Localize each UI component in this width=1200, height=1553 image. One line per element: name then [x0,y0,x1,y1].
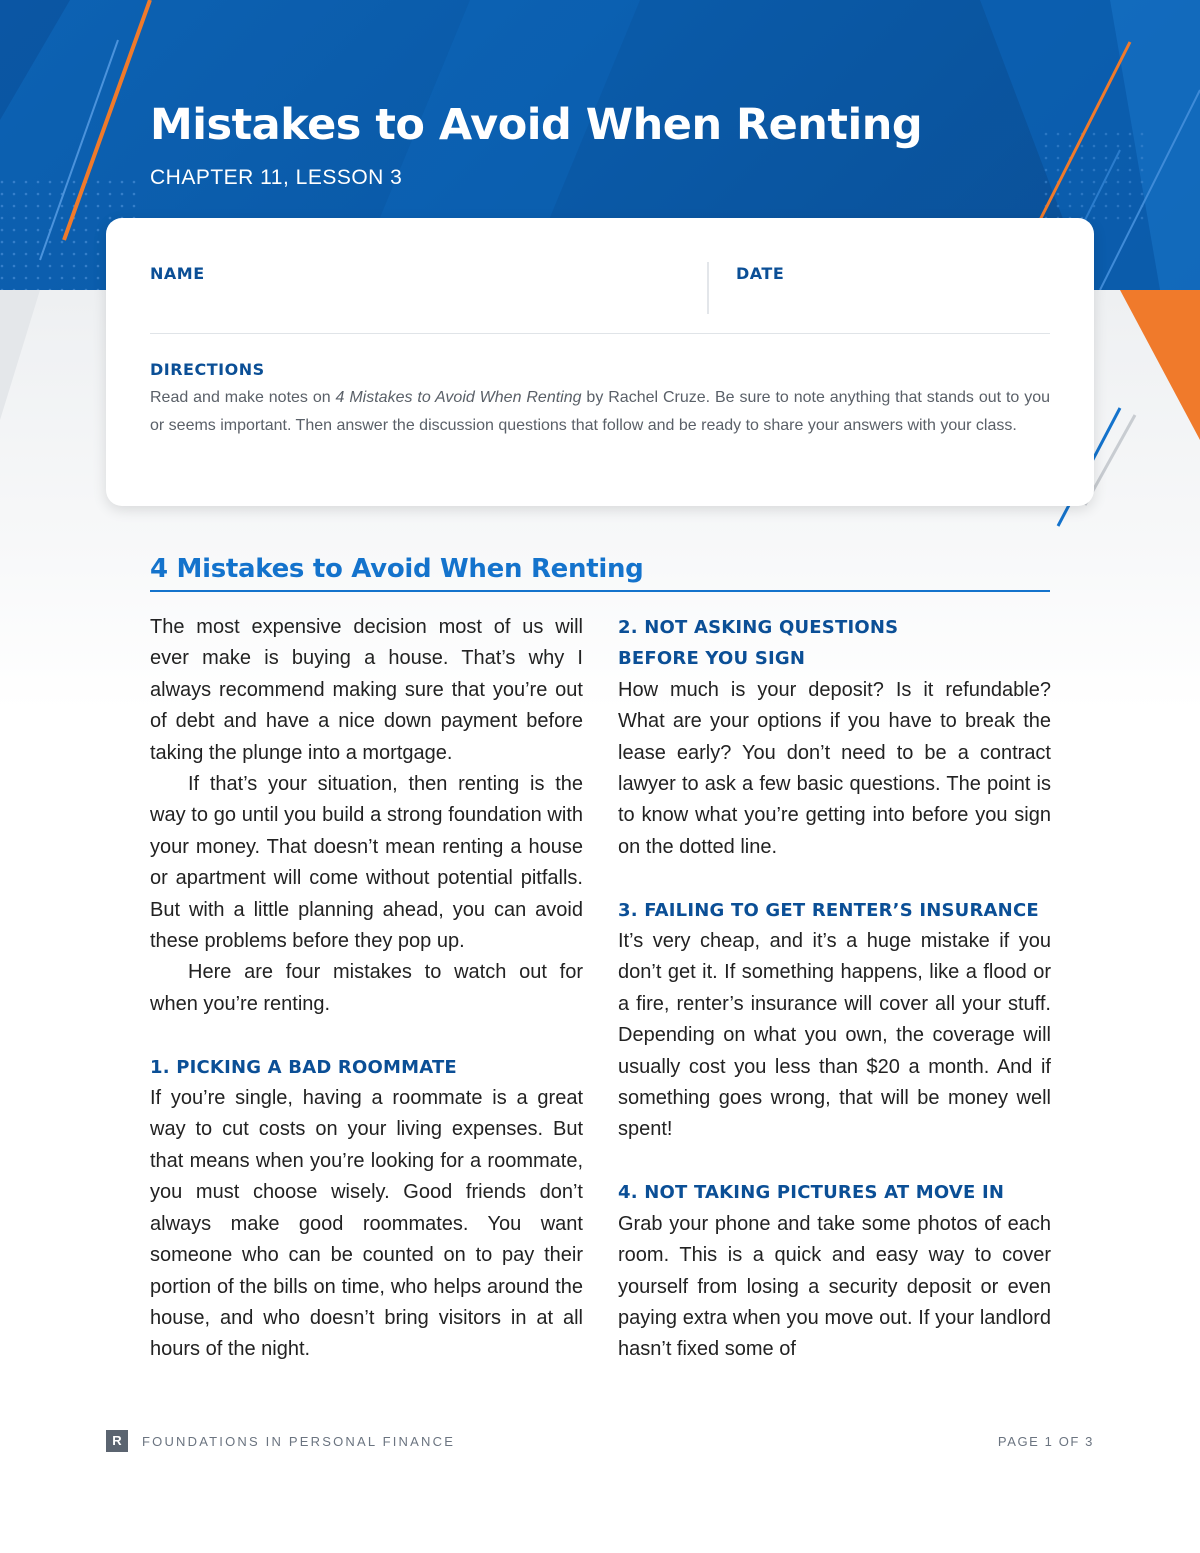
section-heading-line: 2. NOT ASKING QUESTIONS [618,617,899,638]
section-heading-line: BEFORE YOU SIGN [618,648,806,670]
section-body: Grab your phone and take some photos of each room. This is a quick and easy way to cover yourself from losing a security deposit or even paying extra when you move out. If your landlord hasn’t fixed some of [618,1212,1051,1361]
footer-page-number: PAGE 1 OF 3 [997,1434,1094,1449]
directions-text-end: by Rachel Cruze. Be sure to note anything that stands out to you or seems important. Then answer the discussion questions that follow and be ready to share your answers with your class. [150,389,1051,434]
section-heading: 4. NOT TAKING PICTURES AT MOVE IN [618,1182,1005,1204]
directions-article-title: 4 Mistakes to Avoid When Renting [335,389,582,406]
section-body: If you’re single, having a roommate is a great way to cut costs on your living expenses. But that means when you’re looking for a roommate, you must choose wisely. Good friends don’t always make good roommates. You want someone who can be counted on to pay their portion of the bills on time, who helps around the house, and who doesn’t bring visitors in at all hours of the night. [150,1087,583,1361]
name-field-label: NAME [150,264,205,283]
intro-paragraph: Here are four mistakes to watch out for when you’re renting. [150,961,583,1015]
directions-text [150,384,1050,440]
article-title: 4 Mistakes to Avoid When Renting [150,554,644,584]
section-heading [618,612,1051,675]
intro-paragraph: If that’s your situation, then renting is the way to go until you build a strong foundation with your money. That doesn’t mean renting a house or apartment will come without potential pitfalls. But with a little planning ahead, you can avoid these problems before they pop up. [150,773,583,953]
section-body: How much is your deposit? Is it refundable? What are your options if you have to break the lease early? You don’t need to be a contract lawyer to ask a few basic questions. The point is to know what you’re getting into before you sign on the dotted line. [618,678,1051,858]
article-column-right [618,612,1051,1366]
article-title-rule [150,590,1050,592]
date-field-label: DATE [736,264,785,283]
directions-label: DIRECTIONS [150,360,265,379]
intro-paragraph: The most expensive decision most of us will ever make is buying a house. That’s why I always recommend making sure that you’re out of debt and have a nice down payment before taking the plunge into a mortgage. [150,616,583,764]
section-body: It’s very cheap, and it’s a huge mistake if you don’t get it. If something happens, like a flood or a fire, renter’s insurance will cover all your stuff. Depending on what you own, the coverage will usually cost you less than $20 a month. And if something goes wrong, that will be money well spent! [618,930,1051,1141]
section-heading: 1. PICKING A BAD ROOMMATE [150,1056,457,1078]
chapter-subtitle: CHAPTER 11, LESSON 3 [150,166,403,189]
card-divider [150,333,1050,334]
footer-course-name: FOUNDATIONS IN PERSONAL FINANCE [142,1434,456,1449]
field-divider [707,262,709,314]
article-column-left [150,612,583,1366]
directions-text-start: Read and make notes on [150,389,336,406]
page-title: Mistakes to Avoid When Renting [150,100,923,150]
ramsey-logo-icon: R [106,1430,128,1452]
section-heading: 3. FAILING TO GET RENTER’S INSURANCE [618,899,1039,921]
